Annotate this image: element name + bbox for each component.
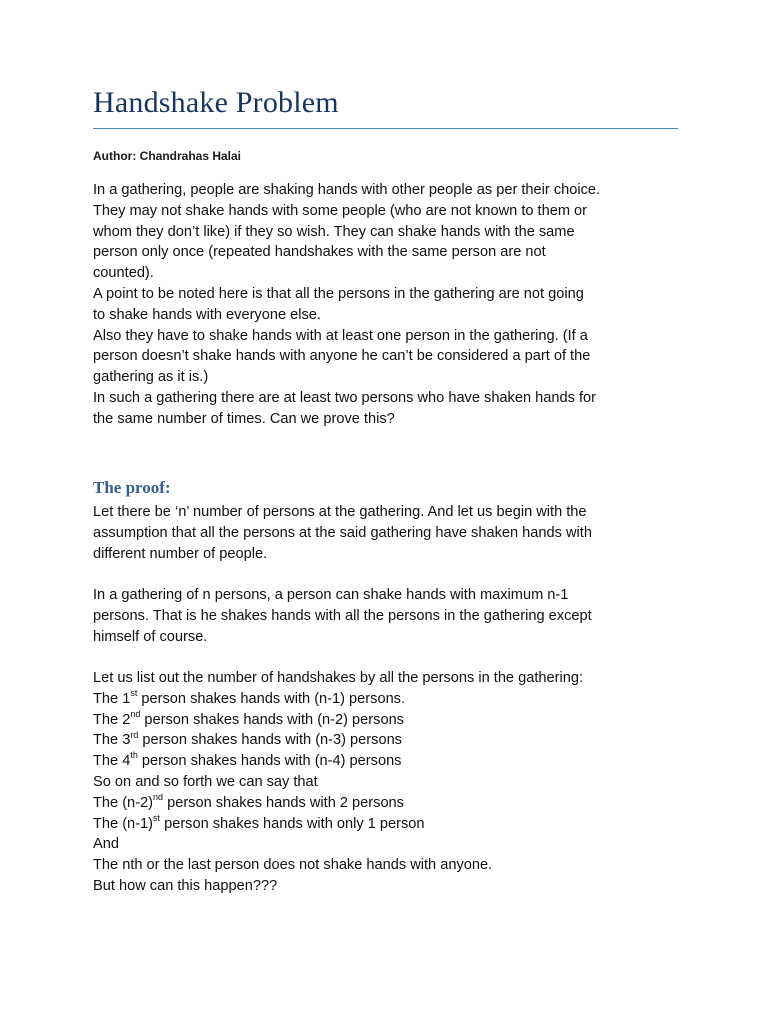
proof-line: different number of people. [93,545,268,562]
proof-heading: The proof: [93,478,171,497]
proof-paragraph-1 [93,502,678,564]
document-title: Handshake Problem [93,86,339,119]
and-line: And [93,836,119,853]
list-item [93,730,678,751]
list-item-text: person shakes hands with (n-4) persons [137,753,402,770]
ordinal-suffix: nd [153,791,164,802]
intro-line: A point to be noted here is that all the persons in the gathering are not going [93,285,584,302]
intro-line: person doesn’t shake hands with anyone he can’t be considered a part of the [93,348,591,365]
list-item [93,814,678,835]
proof-line: assumption that all the persons at the said gathering have shaken hands with [93,524,592,541]
list-item-prefix: The (n-2) [93,794,154,811]
list-item-text: person shakes hands with (n-1) persons. [137,690,406,707]
list-item-prefix: The 4 [93,753,131,770]
list-item-text: person shakes hands with only 1 person [160,815,425,832]
title-underline [93,128,678,129]
proof-line: In a gathering of n persons, a person can shake hands with maximum n-1 [93,587,569,603]
question-line: But how can this happen??? [93,877,278,894]
list-item [93,710,678,731]
list-item [93,689,678,710]
proof-line: Let there be ‘n’ number of persons at the gathering. And let us begin with the [93,504,587,520]
so-on-line: So on and so forth we can say that [93,773,318,790]
nth-person-line: The nth or the last person does not shake hands with anyone. [93,857,493,874]
ordinal-suffix: nd [130,708,141,719]
proof-line: persons. That is he shakes hands with all the persons in the gathering except [93,607,592,624]
ordinal-suffix: st [153,812,161,823]
list-item-prefix: The 2 [93,711,131,728]
list-item-prefix: The 1 [93,690,131,707]
intro-line: gathering as it is.) [93,369,209,386]
list-item-text: person shakes hands with 2 persons [163,794,404,811]
intro-line: to shake hands with everyone else. [93,306,321,323]
intro-line: the same number of times. Can we prove this? [93,410,395,427]
intro-line: They may not shake hands with some people (who are not known to them or [93,202,588,219]
ordinal-suffix: st [130,687,138,698]
list-item [93,793,678,814]
intro-line: counted). [93,265,154,282]
list-item-text: person shakes hands with (n-3) persons [138,732,402,749]
intro-line: whom they don’t like) if they so wish. They can shake hands with the same [93,223,575,240]
intro-line: In such a gathering there are at least two persons who have shaken hands for [93,389,596,406]
list-intro: Let us list out the number of handshakes by all the persons in the gathering: [93,670,584,686]
list-item [93,751,678,772]
list-item-prefix: The (n-1) [93,815,154,832]
proof-paragraph-2 [93,585,678,647]
list-item-prefix: The 3 [93,732,131,749]
intro-line: In a gathering, people are shaking hands with other people as per their choice. [93,182,601,198]
intro-line: Also they have to shake hands with at least one person in the gathering. (If a [93,327,588,344]
ordinal-suffix: rd [130,729,139,740]
proof-line: himself of course. [93,628,208,645]
list-item-text: person shakes hands with (n-2) persons [140,711,404,728]
ordinal-suffix: th [130,750,138,761]
intro-paragraph [93,180,678,430]
author-line: Author: Chandrahas Halai [93,149,242,163]
intro-line: person only once (repeated handshakes with the same person are not [93,244,546,261]
handshake-list [93,668,678,897]
